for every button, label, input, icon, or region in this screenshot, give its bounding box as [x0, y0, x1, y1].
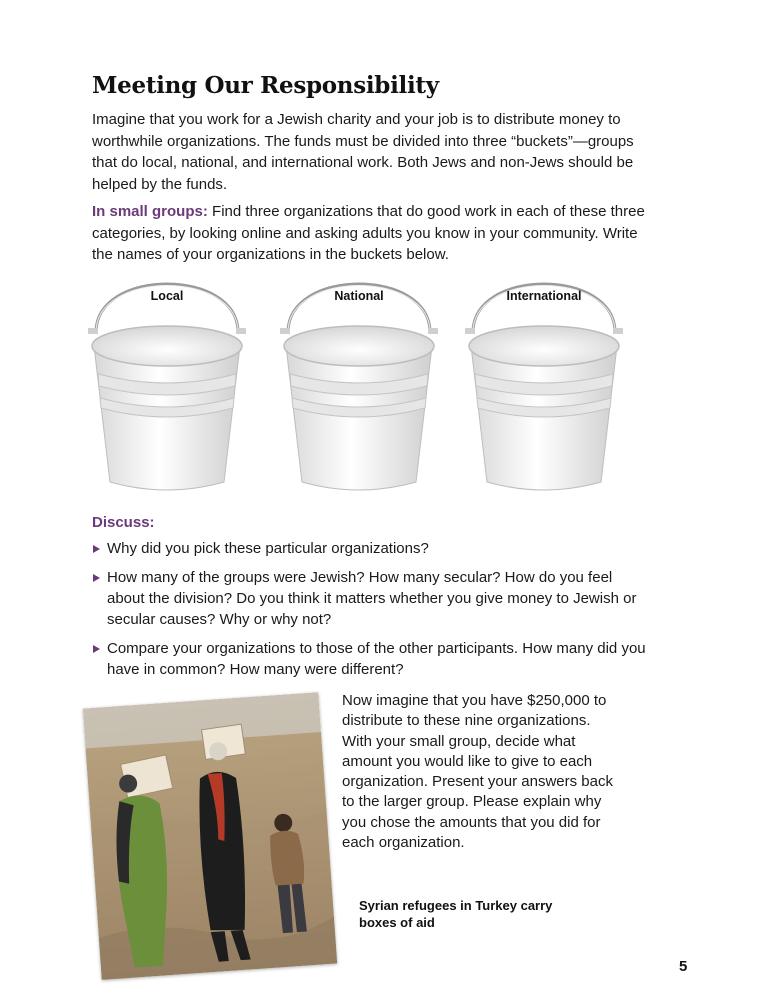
bucket-label: National	[334, 289, 384, 303]
bucket-icon	[274, 270, 444, 505]
bucket-national[interactable]	[274, 270, 444, 505]
budget-paragraph: Now imagine that you have $250,000 to distribute to these nine organizations. With your small group, decide what amount you would like to give to each organization. Present your answers back to the larger group. Please explain why you chose the amounts that you did for each organization.	[342, 692, 613, 852]
photo-caption: Syrian refugees in Turkey carry boxes of aid	[359, 898, 553, 930]
question-text: Why did you pick these particular organizations?	[107, 540, 429, 557]
page-number: 5	[679, 958, 688, 975]
discuss-heading: Discuss:	[92, 514, 155, 531]
intro-paragraph: Imagine that you work for a Jewish charity and your job is to distribute money to worthwhile organizations. The funds must be divided into three “buckets”—groups that do local, national, and international work. Both Jews and non-Jews should be helped by the funds.	[92, 111, 634, 193]
discuss-question	[92, 638, 652, 680]
bucket-icon	[459, 270, 629, 505]
bullet-triangle-icon	[93, 574, 100, 582]
refugees-photo-image	[83, 692, 337, 980]
instructions-paragraph	[92, 201, 652, 266]
question-text: Compare your organizations to those of the other participants. How many did you have in common? How many were different?	[107, 640, 646, 678]
bucket-international[interactable]	[459, 270, 629, 505]
discuss-question	[92, 567, 652, 630]
refugees-photo	[83, 692, 337, 980]
bucket-icon	[82, 270, 252, 505]
question-text: How many of the groups were Jewish? How many secular? How do you feel about the division? Do you think it matters whether you give money to Jewish or secular causes? Why or why not?	[107, 569, 637, 628]
discuss-question	[92, 538, 652, 559]
bucket-local[interactable]	[82, 270, 252, 505]
page-title: Meeting Our Responsibility	[92, 72, 439, 99]
instructions-text: Find three organizations that do good work in each of these three categories, by looking online and asking adults you know in your community. Write the names of your organizations in the buckets below.	[92, 203, 645, 263]
bucket-label: International	[506, 289, 582, 303]
bullet-triangle-icon	[93, 645, 100, 653]
instructions-lead: In small groups:	[92, 203, 208, 220]
bullet-triangle-icon	[93, 545, 100, 553]
bucket-label: Local	[150, 289, 184, 303]
